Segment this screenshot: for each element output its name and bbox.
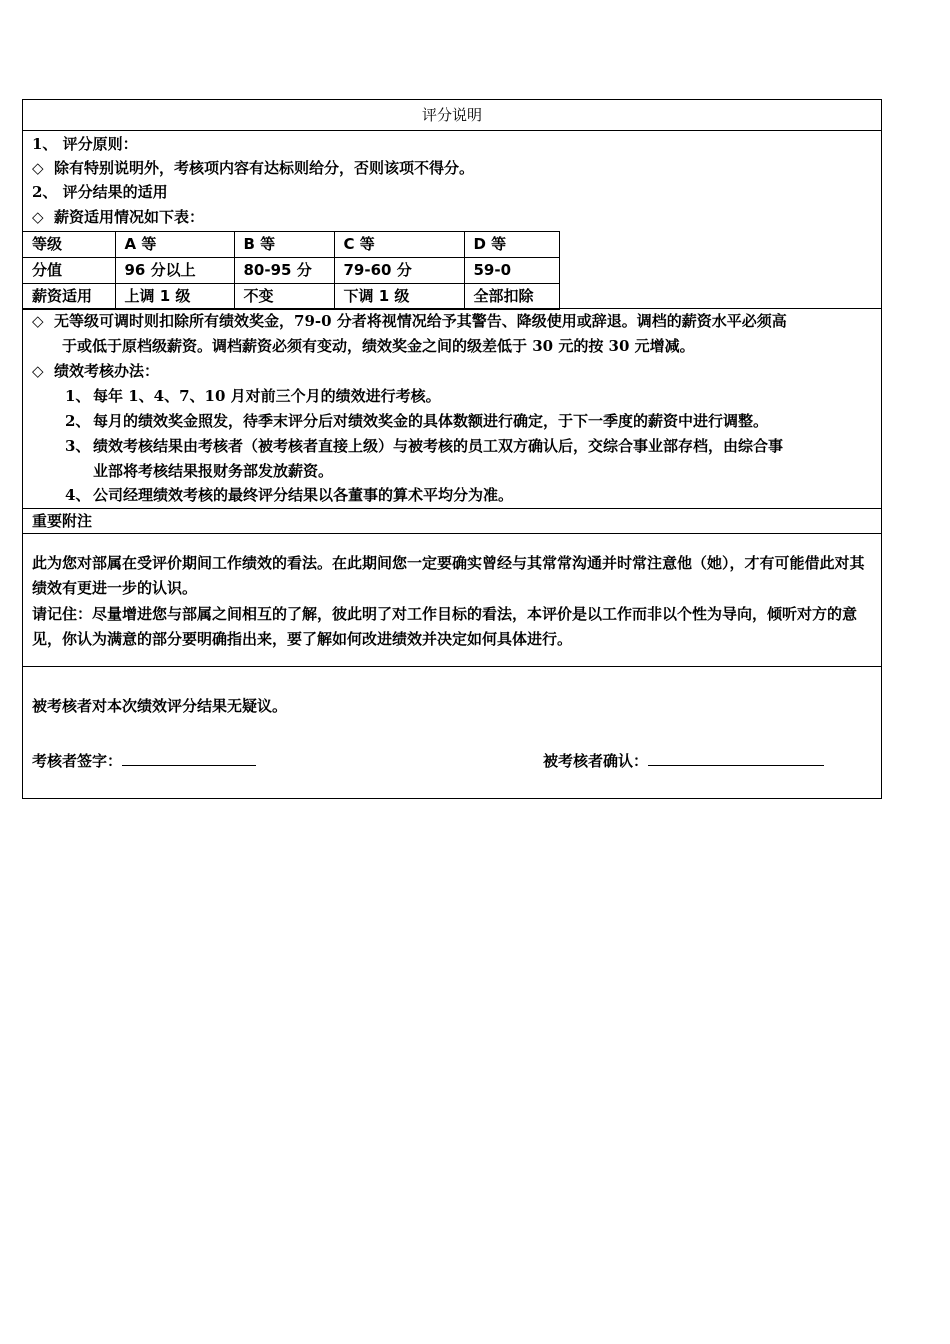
divider	[23, 508, 881, 509]
principles-item: ◇ 除有特别说明外，考核项内容有达标则给分，否则该项不得分。	[32, 159, 475, 177]
table-row	[23, 232, 559, 258]
diamond-icon: ◇	[32, 208, 44, 226]
table-cell: D 等	[464, 232, 559, 258]
table-cell: 上调 1 级	[115, 284, 234, 310]
remarks-heading: 重要附注	[32, 512, 93, 530]
application-heading: 2、 评分结果的适用	[32, 183, 168, 201]
remarks-paragraph-1: 此为您对部属在受评价期间工作绩效的看法。在此期间您一定要确实曾经与其常常沟通并时常注意他（她），才有可能借此对其绩效有更进一步的认识。	[32, 554, 865, 597]
table-cell: C 等	[334, 232, 464, 258]
table-cell: 80-95 分	[234, 258, 334, 284]
evaluation-form	[22, 99, 882, 799]
diamond-icon: ◇	[32, 312, 44, 330]
table-cell: 下调 1 级	[334, 284, 464, 310]
form-title: 评分说明	[23, 100, 881, 131]
principles-heading: 1、 评分原则：	[32, 135, 138, 153]
notes-line-2: 于或低于原档级薪资。调档薪资必须有变动，绩效奖金之间的级差低于 30 元的按 30 元增减。	[62, 337, 695, 355]
diamond-icon: ◇	[32, 362, 44, 380]
table-cell: A 等	[115, 232, 234, 258]
divider	[23, 533, 881, 534]
table-cell: 96 分以上	[115, 258, 234, 284]
assessor-signature: 考核者签字：	[32, 750, 256, 772]
method-item: 业部将考核结果报财务部发放薪资。	[93, 462, 334, 480]
assessee-confirmation: 被考核者确认：	[543, 750, 824, 772]
table-cell: 不变	[234, 284, 334, 310]
method-heading: ◇ 绩效考核办法：	[32, 362, 160, 380]
table-cell: 79-60 分	[334, 258, 464, 284]
table-cell: 薪资适用	[23, 284, 115, 310]
table-cell: 59-0	[464, 258, 559, 284]
method-item: 3、 绩效考核结果由考核者（被考核者直接上级）与被考核的员工双方确认后，交综合事业部存档，由综合事	[65, 437, 784, 455]
salary-intro: ◇ 薪资适用情况如下表：	[32, 208, 205, 226]
diamond-icon: ◇	[32, 159, 44, 177]
notes-line-1: ◇ 无等级可调时则扣除所有绩效奖金，79-0 分者将视情况给予其警告、降级使用或辞退。调档的薪资水平必须高	[32, 312, 787, 330]
confirmation-statement: 被考核者对本次绩效评分结果无疑议。	[32, 697, 288, 715]
table-cell: 分值	[23, 258, 115, 284]
assessee-confirmation-field[interactable]	[648, 751, 824, 766]
table-row	[23, 258, 559, 284]
table-cell: 等级	[23, 232, 115, 258]
method-item: 1、 每年 1、4、7、10 月对前三个月的绩效进行考核。	[65, 387, 441, 405]
table-row	[23, 284, 559, 310]
remarks-paragraph-2: 请记住：尽量增进您与部属之间相互的了解，彼此明了对工作目标的看法，本评价是以工作而非以个性为导向，倾听对方的意见，你认为满意的部分要明确指出来，要了解如何改进绩效并决定如何具体进行。	[32, 605, 858, 648]
table-cell: B 等	[234, 232, 334, 258]
method-item: 4、 公司经理绩效考核的最终评分结果以各董事的算术平均分为准。	[65, 486, 514, 504]
assessor-signature-field[interactable]	[122, 751, 256, 766]
grade-table	[23, 231, 560, 310]
method-item: 2、 每月的绩效奖金照发，待季末评分后对绩效奖金的具体数额进行确定，于下一季度的薪资中进行调整。	[65, 412, 769, 430]
divider	[23, 308, 881, 309]
divider	[23, 666, 881, 667]
table-cell: 全部扣除	[464, 284, 559, 310]
